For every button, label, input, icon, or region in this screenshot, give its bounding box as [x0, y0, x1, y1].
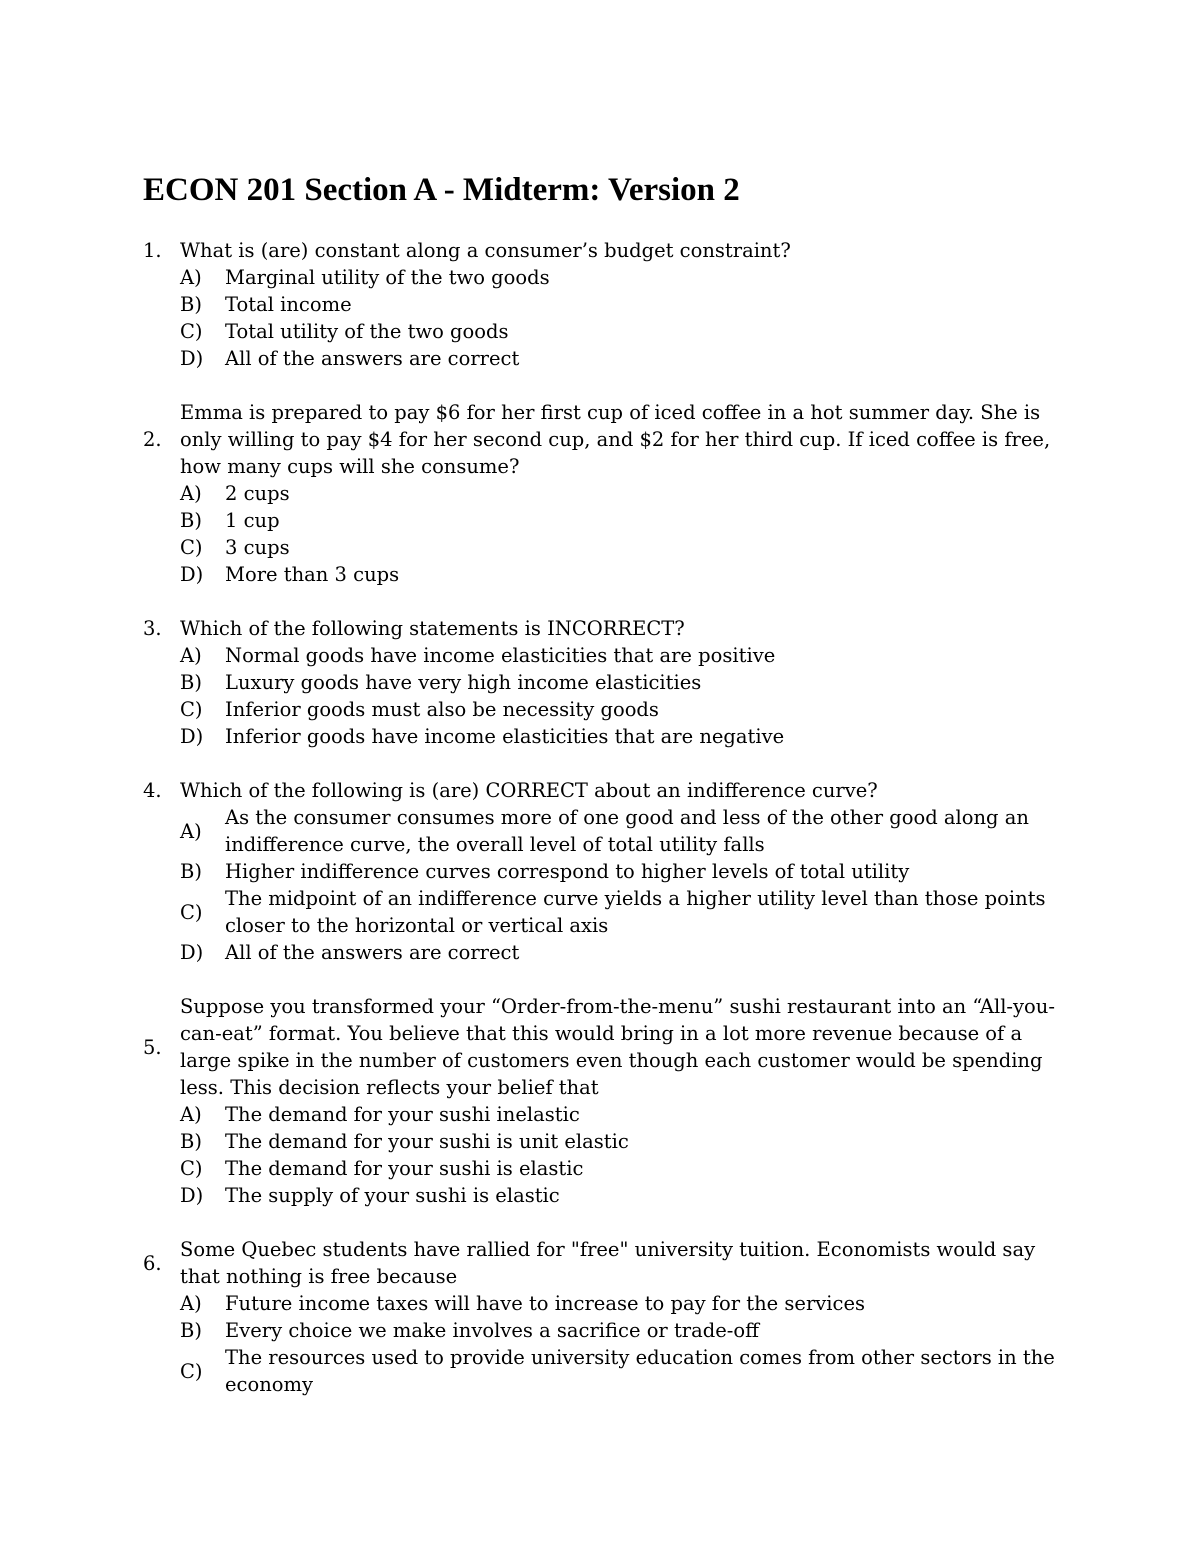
- answer-options: [180, 264, 1073, 372]
- answer-option: [180, 723, 1073, 750]
- answer-option: [180, 669, 1073, 696]
- question-number: 5.: [143, 1035, 162, 1059]
- question-header: [143, 237, 1073, 264]
- question-number: 6.: [143, 1251, 162, 1275]
- answer-options: [180, 804, 1073, 966]
- option-text: As the consumer consumes more of one good and less of the other good along an indifference curve, the overall level of total utility falls: [225, 806, 1029, 856]
- question-number: 3.: [143, 617, 162, 640]
- question-5: [143, 993, 1073, 1209]
- option-text: The demand for your sushi inelastic: [225, 1103, 580, 1126]
- answer-options: [180, 480, 1073, 588]
- answer-options: [180, 1101, 1073, 1209]
- answer-option: [180, 1290, 1073, 1317]
- answer-option: [180, 345, 1073, 372]
- answer-option: [180, 264, 1073, 291]
- option-letter: B): [180, 860, 202, 883]
- option-text: The midpoint of an indifference curve yields a higher utility level than those points closer to the horizontal or vertical axis: [225, 887, 1046, 937]
- answer-option: [180, 696, 1073, 723]
- answer-option: [180, 507, 1073, 534]
- option-letter: D): [180, 1184, 204, 1207]
- option-text: 2 cups: [225, 482, 290, 505]
- option-text: Marginal utility of the two goods: [225, 266, 550, 289]
- answer-options: [180, 642, 1073, 750]
- option-letter: B): [180, 1319, 202, 1342]
- question-header: [143, 615, 1073, 642]
- question-number: 1.: [143, 239, 162, 262]
- answer-option: [180, 858, 1073, 885]
- answer-options: [180, 1290, 1073, 1398]
- option-letter: A): [180, 1292, 202, 1315]
- option-letter: D): [180, 563, 204, 586]
- page-title: ECON 201 Section A - Midterm: Version 2: [143, 172, 740, 208]
- option-text: 1 cup: [225, 509, 280, 532]
- question-list: [143, 237, 1073, 1425]
- option-letter: C): [180, 536, 203, 559]
- answer-option: [180, 804, 1073, 858]
- option-text: The demand for your sushi is unit elastic: [225, 1130, 629, 1153]
- question-6: [143, 1236, 1073, 1398]
- question-4: [143, 777, 1073, 966]
- option-text: Every choice we make involves a sacrifice or trade-off: [225, 1319, 759, 1342]
- answer-option: [180, 642, 1073, 669]
- question-number: 4.: [143, 779, 162, 802]
- option-text: Higher indifference curves correspond to higher levels of total utility: [225, 860, 910, 883]
- option-text: Total utility of the two goods: [225, 320, 509, 343]
- question-2: [143, 399, 1073, 588]
- option-letter: C): [180, 1157, 203, 1180]
- question-text: Suppose you transformed your “Order-from-the-menu” sushi restaurant into an “All-you-can-eat” format. You believe that this would bring in a lot more revenue because of a large spike in the number of customers even though each customer would be spending less. This decision reflects your belief that: [180, 995, 1055, 1099]
- question-text: Some Quebec students have rallied for "free" university tuition. Economists would say that nothing is free because: [180, 1238, 1036, 1288]
- answer-option: [180, 1128, 1073, 1155]
- option-letter: C): [180, 900, 203, 924]
- option-text: All of the answers are correct: [225, 347, 520, 370]
- option-letter: B): [180, 509, 202, 532]
- option-letter: B): [180, 1130, 202, 1153]
- question-3: [143, 615, 1073, 750]
- answer-option: [180, 291, 1073, 318]
- answer-option: [180, 1344, 1073, 1398]
- option-letter: C): [180, 1359, 203, 1383]
- answer-option: [180, 561, 1073, 588]
- question-header: [143, 399, 1073, 480]
- question-header: [143, 1236, 1073, 1290]
- option-letter: B): [180, 293, 202, 316]
- answer-option: [180, 318, 1073, 345]
- option-text: Inferior goods have income elasticities that are negative: [225, 725, 785, 748]
- answer-option: [180, 1101, 1073, 1128]
- option-letter: A): [180, 266, 202, 289]
- question-text: Emma is prepared to pay $6 for her first cup of iced coffee in a hot summer day. She is only willing to pay $4 for her second cup, and $2 for her third cup. If iced coffee is free, how many cups will she consume?: [180, 401, 1051, 478]
- answer-option: [180, 534, 1073, 561]
- answer-option: [180, 1155, 1073, 1182]
- question-text: What is (are) constant along a consumer’s budget constraint?: [180, 239, 791, 262]
- option-letter: A): [180, 644, 202, 667]
- question-text: Which of the following statements is INCORRECT?: [180, 617, 685, 640]
- answer-option: [180, 939, 1073, 966]
- option-text: Normal goods have income elasticities that are positive: [225, 644, 776, 667]
- option-text: The supply of your sushi is elastic: [225, 1184, 560, 1207]
- option-letter: D): [180, 347, 204, 370]
- question-header: [143, 993, 1073, 1101]
- option-letter: C): [180, 320, 203, 343]
- question-header: [143, 777, 1073, 804]
- option-letter: D): [180, 941, 204, 964]
- option-text: 3 cups: [225, 536, 290, 559]
- option-text: The resources used to provide university education comes from other sectors in the economy: [225, 1346, 1055, 1396]
- option-letter: A): [180, 482, 202, 505]
- option-text: The demand for your sushi is elastic: [225, 1157, 584, 1180]
- option-letter: B): [180, 671, 202, 694]
- question-number: 2.: [143, 428, 162, 451]
- option-letter: A): [180, 1103, 202, 1126]
- option-text: Inferior goods must also be necessity goods: [225, 698, 659, 721]
- option-letter: C): [180, 698, 203, 721]
- option-text: Future income taxes will have to increase to pay for the services: [225, 1292, 865, 1315]
- option-text: Total income: [225, 293, 352, 316]
- option-text: More than 3 cups: [225, 563, 400, 586]
- option-text: Luxury goods have very high income elasticities: [225, 671, 702, 694]
- option-letter: D): [180, 725, 204, 748]
- option-text: All of the answers are correct: [225, 941, 520, 964]
- question-text: Which of the following is (are) CORRECT about an indifference curve?: [180, 779, 878, 802]
- answer-option: [180, 1182, 1073, 1209]
- answer-option: [180, 885, 1073, 939]
- option-letter: A): [180, 819, 202, 843]
- answer-option: [180, 1317, 1073, 1344]
- answer-option: [180, 480, 1073, 507]
- question-1: [143, 237, 1073, 372]
